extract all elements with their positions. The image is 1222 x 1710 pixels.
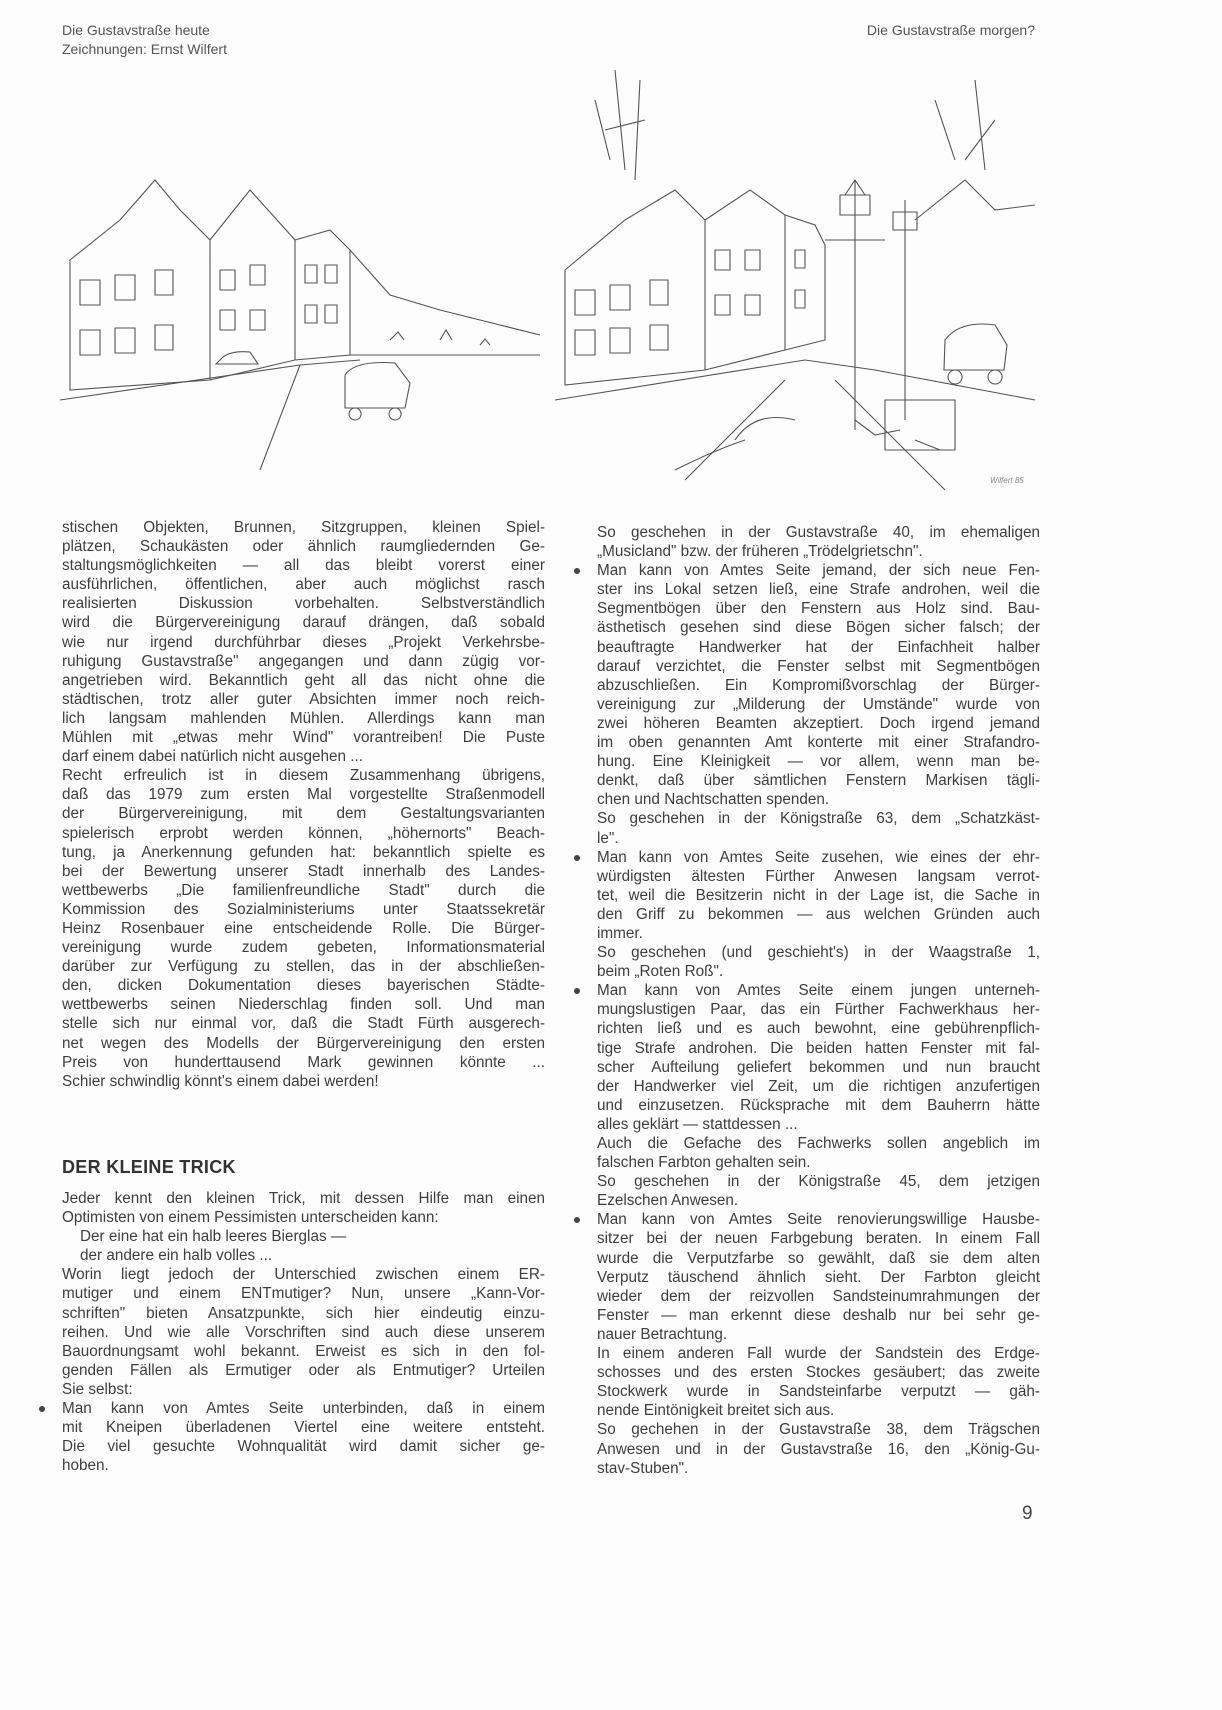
paragraph xyxy=(597,1134,1040,1172)
text-line: Mühlen mit „etwas mehr Wind" vorantreiben! Die Puste xyxy=(62,729,545,747)
text-line: wird die Bürgervereinigung darauf drängen, daß sobald xyxy=(62,614,545,632)
text-line: So geschehen in der Königstraße 45, dem jetzigen xyxy=(597,1173,1040,1191)
text-line: hung. Eine Kleinigkeit — vor allem, wenn man be- xyxy=(597,753,1040,771)
text-line: vereinigung wurde zudem gebeten, Informationsmaterial xyxy=(62,939,545,957)
text-line: wettbewerbs seinen Niederschlag finden soll. Und man xyxy=(62,996,545,1014)
text-line: der andere ein halb volles ... xyxy=(80,1247,273,1265)
caption-title: Die Gustavstraße heute xyxy=(62,22,210,38)
text-line: Schier schwindlig könnt's einem dabei werden! xyxy=(62,1072,379,1090)
caption-left xyxy=(62,21,227,59)
text-line: schriften" bieten Ansatzpunkte, sich hier eindeutig einzu- xyxy=(62,1304,545,1322)
bullet-item xyxy=(62,1399,545,1475)
text-line: im oben genannten Amt konterte mit einer Strafandro- xyxy=(597,734,1040,752)
paragraph xyxy=(62,1265,545,1399)
text-line: wettbewerbs „Die familienfreundliche Stadt" durch die xyxy=(62,881,545,899)
left-column xyxy=(62,518,545,1091)
paragraph xyxy=(597,1344,1040,1420)
text-line: realisierten Diskussion vorbehalten. Selbstverständlich xyxy=(62,595,545,613)
text-line: Sie selbst: xyxy=(62,1380,133,1398)
text-line: daß das 1979 zum ersten Mal vorgestellte Straßenmodell xyxy=(62,786,545,804)
text-line: Ezelschen Anwesen. xyxy=(597,1192,739,1210)
text-line: Heinz Rosenbauer eine entscheidende Rolle. Die Bürger- xyxy=(62,919,545,937)
text-line: Worin liegt jedoch der Unterschied zwischen einem ER- xyxy=(62,1266,545,1284)
text-line: So geschehen in der Gustavstraße 40, im ehemaligen xyxy=(597,524,1040,541)
text-line: Segmentbögen über den Fenstern aus Holz sind. Bau- xyxy=(597,600,1040,618)
paragraph xyxy=(62,518,545,766)
text-line: Stockwerk wurde in Sandsteinfarbe verputzt — gäh- xyxy=(597,1383,1040,1401)
text-line: Anwesen und in der Gustavstraße 16, den „König-Gu- xyxy=(597,1440,1040,1458)
text-line: städtischen, trotz aller guter Absichten immer noch reich- xyxy=(62,690,545,708)
paragraph xyxy=(597,809,1040,847)
text-line: denkt, daß über sämtlichen Fenstern Markisen tägli- xyxy=(597,772,1040,790)
paragraph xyxy=(62,766,545,1091)
text-line: le". xyxy=(597,829,619,847)
text-line: Recht erfreulich ist in diesem Zusammenhang übrigens, xyxy=(62,767,545,785)
text-line: ausführlichen, öffentlichen, aber auch möglichst rasch xyxy=(62,576,545,594)
text-line: beim „Roten Roß". xyxy=(597,963,724,981)
text-line: Auch die Gefache des Fachwerks sollen angeblich im xyxy=(597,1135,1040,1152)
text-line: In einem anderen Fall wurde der Sandstein des Erdge- xyxy=(597,1345,1040,1363)
bullet-icon xyxy=(574,988,580,994)
text-line: lich langsam mahlenden Mühlen. Allerdings kann man xyxy=(62,709,545,727)
text-line: So geschehen (und geschieht's) in der Waagstraße 1, xyxy=(597,944,1040,962)
text-line: alles geklärt — stattdessen ... xyxy=(597,1115,798,1133)
left-column-trick xyxy=(62,1189,545,1475)
text-line: darf einem dabei natürlich nicht ausgehen ... xyxy=(62,748,364,766)
text-line: Man kann von Amtes Seite zusehen, wie eines der ehr- xyxy=(597,848,1040,866)
text-line: der Handwerker viel Zeit, um die richtigen anzufertigen xyxy=(597,1077,1040,1095)
text-line: darüber zur Verfügung zu stellen, das in der abschließen- xyxy=(62,958,545,976)
page-number: 9 xyxy=(1022,1503,1033,1524)
text-line: Die viel gesuchte Wohnqualität wird damit sicher ge- xyxy=(62,1438,545,1456)
bullet-item xyxy=(597,561,1040,809)
artist-signature: Wilfert 85 xyxy=(990,476,1024,485)
text-line: Man kann von Amtes Seite jemand, der sich neue Fen- xyxy=(597,562,1040,580)
text-line: falschen Farbton gehalten sein. xyxy=(597,1154,811,1172)
text-line: Kommission des Sozialministeriums unter Staatssekretär xyxy=(62,900,545,918)
text-line: zwei höheren Beamten akzeptiert. Doch irgend jemand xyxy=(597,714,1040,732)
sketch-street-tomorrow xyxy=(555,40,1045,500)
text-line: stischen Objekten, Brunnen, Sitzgruppen, kleinen Spiel- xyxy=(62,519,545,536)
bullet-icon xyxy=(574,855,580,861)
paragraph xyxy=(597,1172,1040,1210)
text-line: abzuschließen. Ein Kompromißvorschlag der Bürger- xyxy=(597,676,1040,694)
text-line: stav-Stuben". xyxy=(597,1459,689,1477)
text-line: ster ins Lokal setzen ließ, eine Strafe androhen, weil die xyxy=(597,581,1040,599)
paragraph xyxy=(62,1189,545,1227)
text-line: hoben. xyxy=(62,1457,109,1475)
bullet-icon xyxy=(574,568,580,574)
text-line: reihen. Und wie alle Vorschriften sind auch diese unserem xyxy=(62,1323,545,1341)
bullet-item xyxy=(597,848,1040,943)
text-line: Fenster — man erkennt diese deshalb nur bei sehr ge- xyxy=(597,1306,1040,1324)
caption-credit: Zeichnungen: Ernst Wilfert xyxy=(62,41,227,57)
text-line: scher Aufteilung geliefert bekommen und nun braucht xyxy=(597,1058,1040,1076)
text-line: sitzer bei der neuen Farbgebung beraten. In einem Fall xyxy=(597,1230,1040,1248)
text-line: Optimisten von einem Pessimisten unterscheiden kann: xyxy=(62,1209,439,1227)
paragraph xyxy=(62,1246,545,1265)
text-line: vereinigung zur „Milderung der Umstände" wurde von xyxy=(597,695,1040,713)
text-line: stelle sich nur einmal vor, daß die Stadt Fürth ausgerech- xyxy=(62,1015,545,1033)
text-line: Verputz täuschend ähnlich sieht. Der Farbton gleicht xyxy=(597,1268,1040,1286)
text-line: würdigsten ältesten Fürther Anwesen langsam verrot- xyxy=(597,867,1040,885)
text-line: mutiger und einem ENTmutiger? Nun, unsere „Kann-Vor- xyxy=(62,1285,545,1303)
text-line: tige Strafe androhen. Die beiden hatten Fenster mit fal- xyxy=(597,1039,1040,1057)
text-line: bei der Bewertung unserer Stadt innerhalb des Landes- xyxy=(62,862,545,880)
text-line: Preis von hunderttausend Mark gewinnen könnte ... xyxy=(62,1053,545,1071)
text-line: ästhetisch gesehen sind diese Bögen sicher falsch; der xyxy=(597,619,1040,637)
text-line: mungslustigen Paar, das ein Fürther Fachwerkhaus her- xyxy=(597,1001,1040,1019)
text-line: tet, weil die Besitzerin nicht in der Lage ist, die Sache in xyxy=(597,886,1040,904)
text-line: Bauordnungsamt wohl bekannt. Erweist es sich in den fol- xyxy=(62,1342,545,1360)
text-line: den Griff zu bekommen — aus welchen Gründen auch xyxy=(597,905,1040,923)
text-line: plätzen, Schaukästen oder ähnlich raumgliedernden Ge- xyxy=(62,538,545,556)
text-line: beauftragte Handwerker hat der Einfachheit halber xyxy=(597,638,1040,656)
text-line: wie nur irgend durchführbar dieses „Projekt Verkehrsbe- xyxy=(62,633,545,651)
bullet-icon xyxy=(39,1406,45,1412)
text-line: und einzusetzen. Rücksprache mit dem Bauherrn hätte xyxy=(597,1096,1040,1114)
text-line: Man kann von Amtes Seite einem jungen unterneh- xyxy=(597,982,1040,1000)
text-line: So gechehen in der Gustavstraße 38, dem Trägschen xyxy=(597,1421,1040,1439)
text-line: der Bürgervereinigung, mit dem Gestaltungsvarianten xyxy=(62,805,545,823)
text-line: „Musicland" bzw. der früheren „Trödelgrietschn". xyxy=(597,543,923,561)
text-line: nauer Betrachtung. xyxy=(597,1325,728,1343)
text-line: angetrieben wird. Bekanntlich geht all das nicht ohne die xyxy=(62,671,545,689)
right-column xyxy=(597,523,1040,1478)
text-line: darauf verzichtet, die Fenster selbst mit Segmentbögen xyxy=(597,657,1040,675)
sketch-street-today xyxy=(60,150,550,470)
text-line: genden Fällen als Ermutiger oder als Entmutiger? Urteilen xyxy=(62,1361,545,1379)
bullet-icon xyxy=(574,1217,580,1223)
text-line: den, dicken Dokumentation dieses bayerischen Städte- xyxy=(62,977,545,995)
text-line: nende Eintönigkeit breitet sich aus. xyxy=(597,1402,835,1420)
text-line: net wegen des Modells der Bürgervereinigung den ersten xyxy=(62,1034,545,1052)
text-line: mit Kneipen überladenen Viertel eine weitere entsteht. xyxy=(62,1419,545,1437)
section-heading: DER KLEINE TRICK xyxy=(62,1157,236,1177)
text-line: Man kann von Amtes Seite unterbinden, daß in einem xyxy=(62,1400,545,1418)
text-line: chen und Nachtschatten spenden. xyxy=(597,791,830,809)
text-line: spielerisch erprobt werden können, „höhernorts" Beach- xyxy=(62,824,545,842)
text-line: immer. xyxy=(597,924,643,942)
text-line: wurde die Verputzfarbe so gewählt, daß sie dem alten xyxy=(597,1249,1040,1267)
caption-right: Die Gustavstraße morgen? xyxy=(866,22,1035,38)
text-line: wieder dem der reizvollen Sandsteinumrahmungen der xyxy=(597,1287,1040,1305)
text-line: staltungsmöglichkeiten — all das bleibt vorerst einer xyxy=(62,557,545,575)
paragraph xyxy=(597,523,1040,561)
text-line: Man kann von Amtes Seite renovierungswillige Hausbe- xyxy=(597,1211,1040,1229)
text-line: So geschehen in der Königstraße 63, dem „Schatzkäst- xyxy=(597,810,1040,828)
text-line: Der eine hat ein halb leeres Bierglas — xyxy=(80,1228,347,1246)
text-line: ruhigung Gustavstraße" angegangen und dann zügig vor- xyxy=(62,652,545,670)
paragraph xyxy=(597,943,1040,981)
text-line: schosses und des ersten Stockes gesäubert; das zweite xyxy=(597,1364,1040,1382)
text-line: tung, ja Anerkennung gefunden hat: bekanntlich spielte es xyxy=(62,843,545,861)
paragraph xyxy=(597,1420,1040,1477)
bullet-item xyxy=(597,1210,1040,1344)
bullet-item xyxy=(597,981,1040,1134)
text-line: richten ließ und es auch bewohnt, eine gebührenpflich- xyxy=(597,1020,1040,1038)
paragraph xyxy=(62,1227,545,1246)
text-line: Jeder kennt den kleinen Trick, mit dessen Hilfe man einen xyxy=(62,1190,545,1207)
